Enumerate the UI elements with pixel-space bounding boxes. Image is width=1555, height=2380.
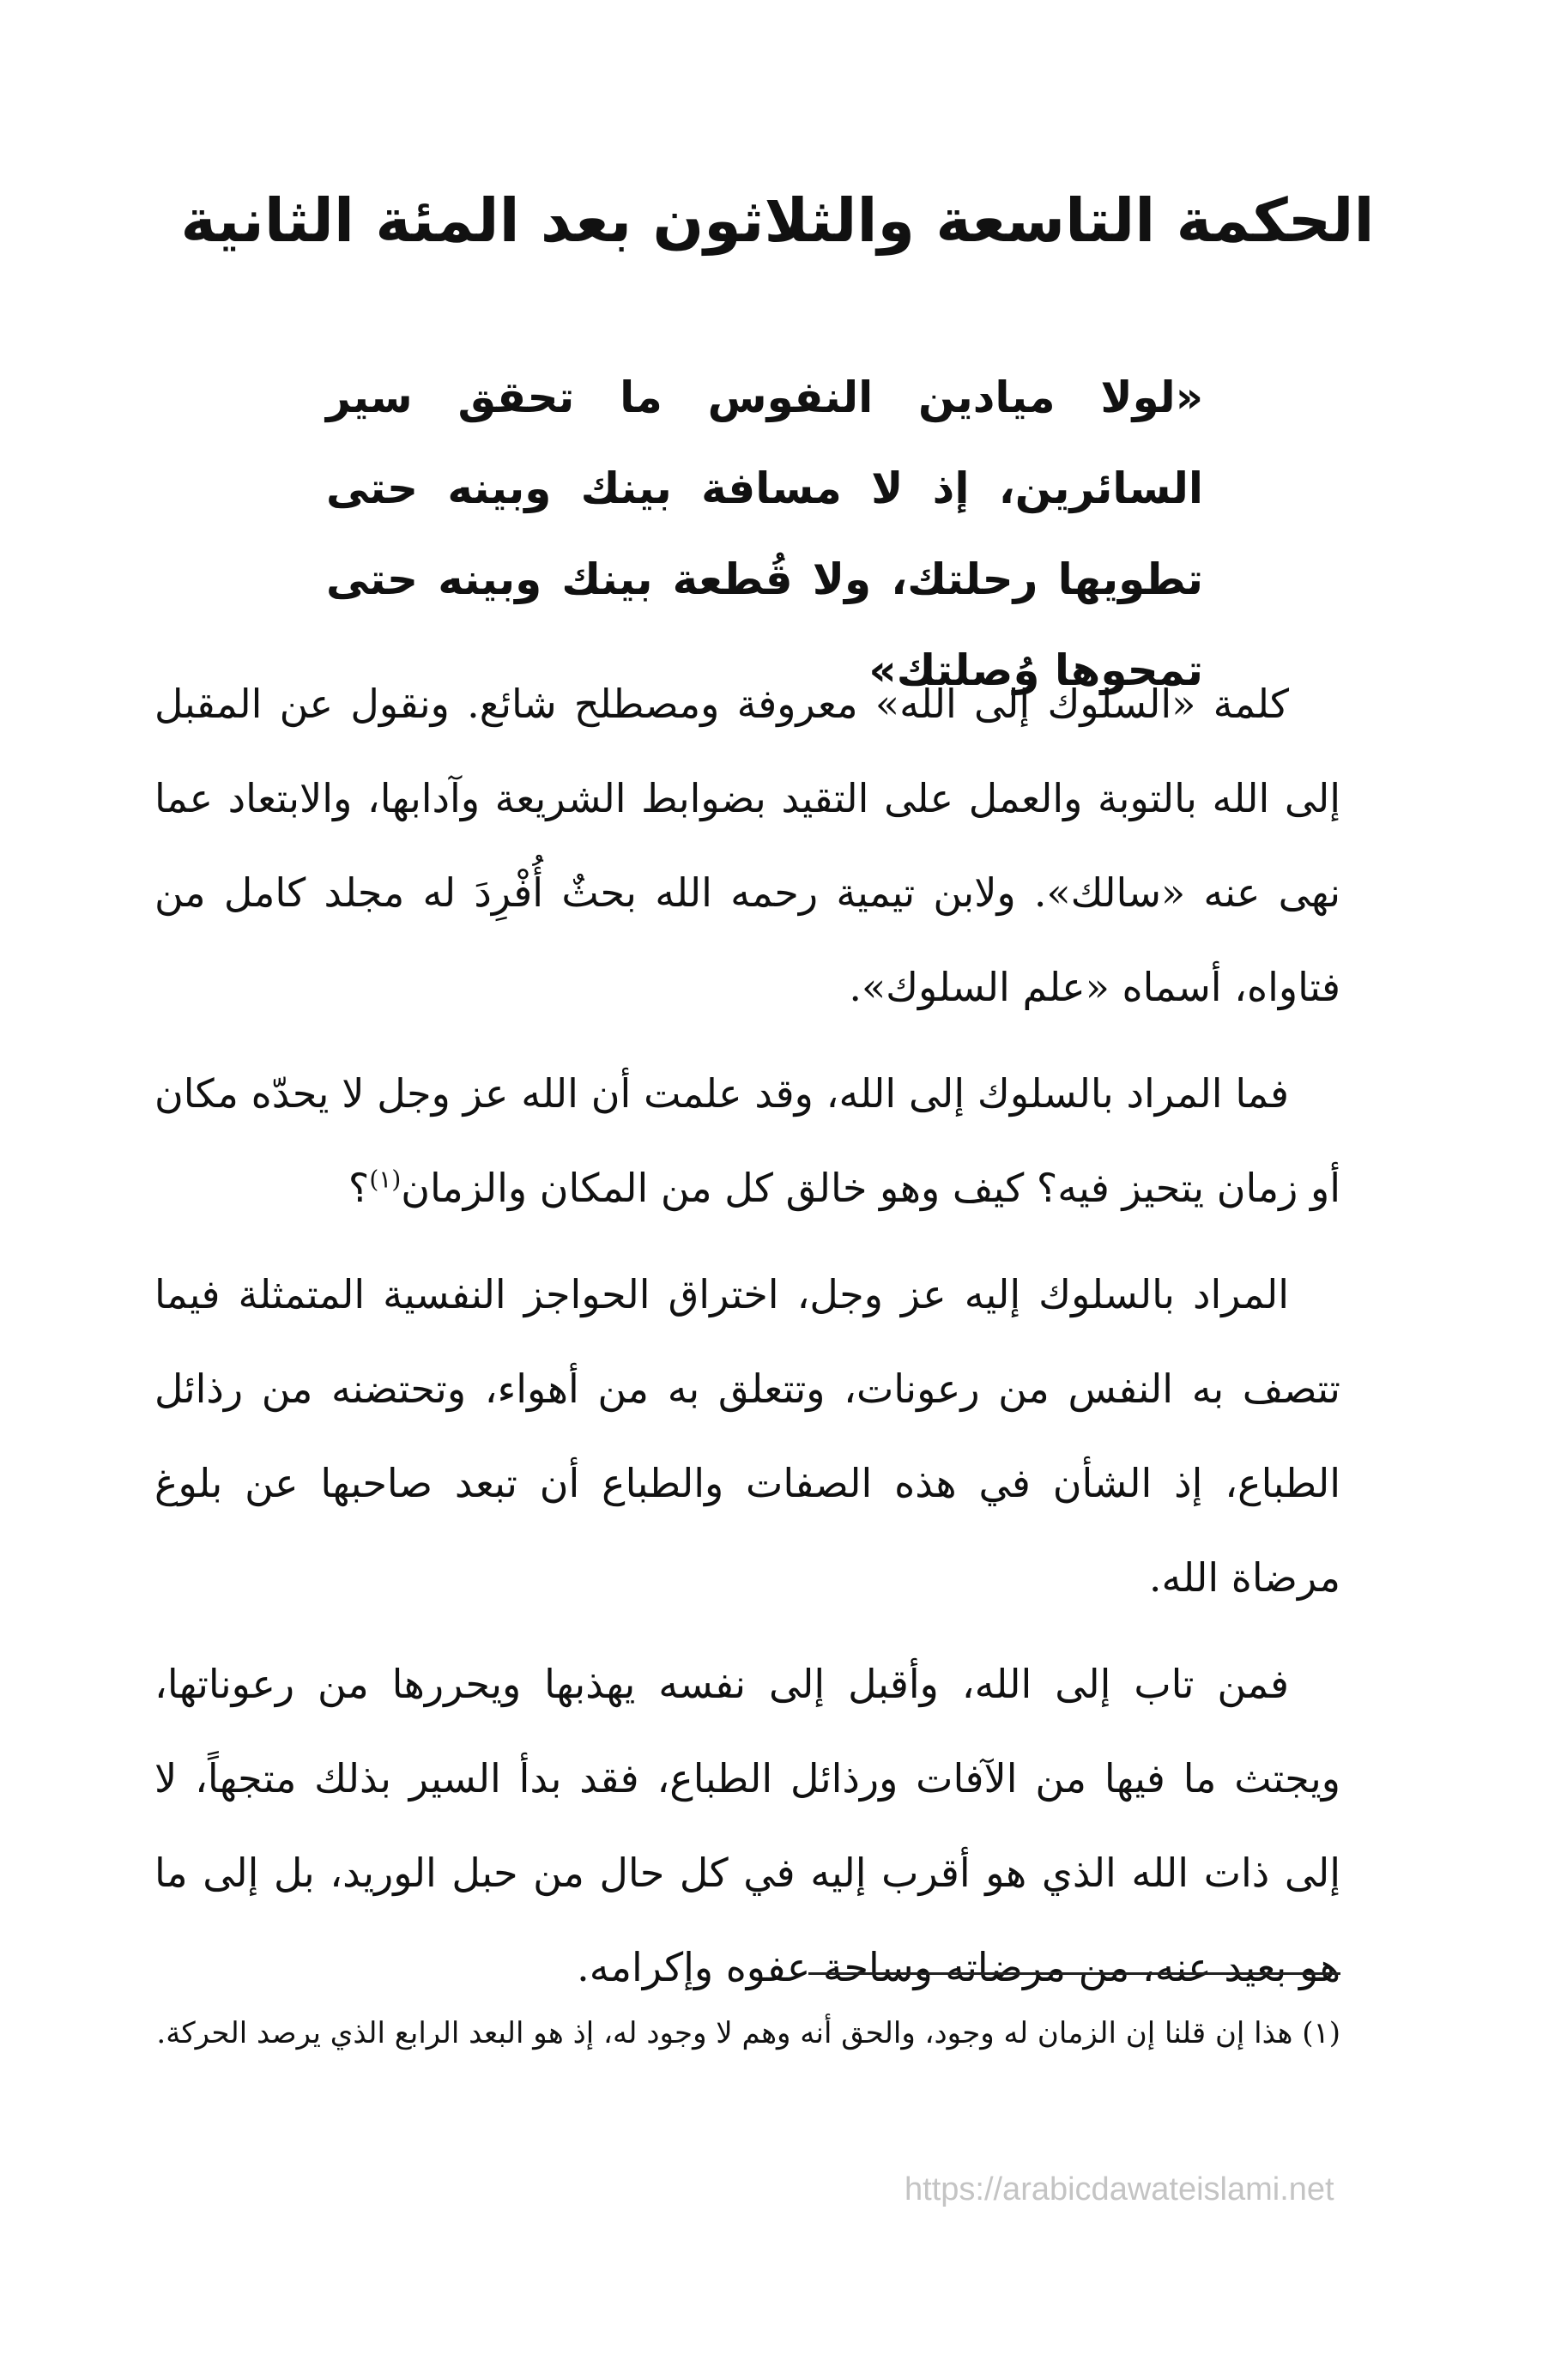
paragraph-2-text: فما المراد بالسلوك إلى الله، وقد علمت أن الله عز وجل لا يحدّه مكان أو زمان يتحيز فيه؟ كيف وهو خالق كل من المكان والزمان [154, 1070, 1340, 1211]
footnote-reference: (١) [369, 1165, 402, 1194]
site-watermark: https://arabicdawateislami.net [905, 2171, 1334, 2207]
footnote-divider [808, 1972, 1340, 1975]
paragraph-3: المراد بالسلوك إليه عز وجل، اختراق الحواجز النفسية المتمثلة فيما تتصف به النفس من رعونات، وتتعلق به من أهواء، وتحتضنه من رذائل الطباع، إذ الشأن في هذه الصفات والطباع أن تبعد صاحبها عن بلوغ مرضاة الله. [154, 1271, 1340, 1601]
body-text [154, 657, 1340, 2026]
paragraph-1: كلمة «السلوك إلى الله» معروفة ومصطلح شائع. ونقول عن المقبل إلى الله بالتوبة والعمل على التقيد بضوابط الشريعة وآدابها، والابتعاد عما نهى عنه «سالك». ولابن تيمية رحمه الله بحثٌ أُفْرِدَ له مجلد كامل من فتاواه، أسماه «علم السلوك». [154, 681, 1340, 1010]
footnote-text: (١) هذا إن قلنا إن الزمان له وجود، والحق أنه وهم لا وجود له، إذ هو البعد الرابع الذي يرصد الحركة. [156, 2016, 1340, 2050]
paragraph-2 [154, 1046, 1340, 1235]
paragraph-4: فمن تاب إلى الله، وأقبل إلى نفسه يهذبها ويحررها من رعوناتها، ويجتث ما فيها من الآفات ورذائل الطباع، فقد بدأ السير بذلك متجهاً، لا إلى ذات الله الذي هو أقرب إليه في كل حال من حبل الوريد، بل إلى ما هو بعيد عنه، من مرضاته وساحة عفوه وإكرامه. [154, 1661, 1340, 1990]
paragraph-2-question-mark: ؟ [348, 1165, 370, 1211]
section-title: الحكمة التاسعة والثلاثون بعد المئة الثانية [180, 185, 1375, 256]
aphorism-quote: «لولا ميادين النفوس ما تحقق سير السائرين، إذ لا مسافة بينك وبينه حتى تطويها رحلتك، ولا قُطعة بينك وبينه حتى تمحوها وُصلتك» [326, 372, 1203, 695]
